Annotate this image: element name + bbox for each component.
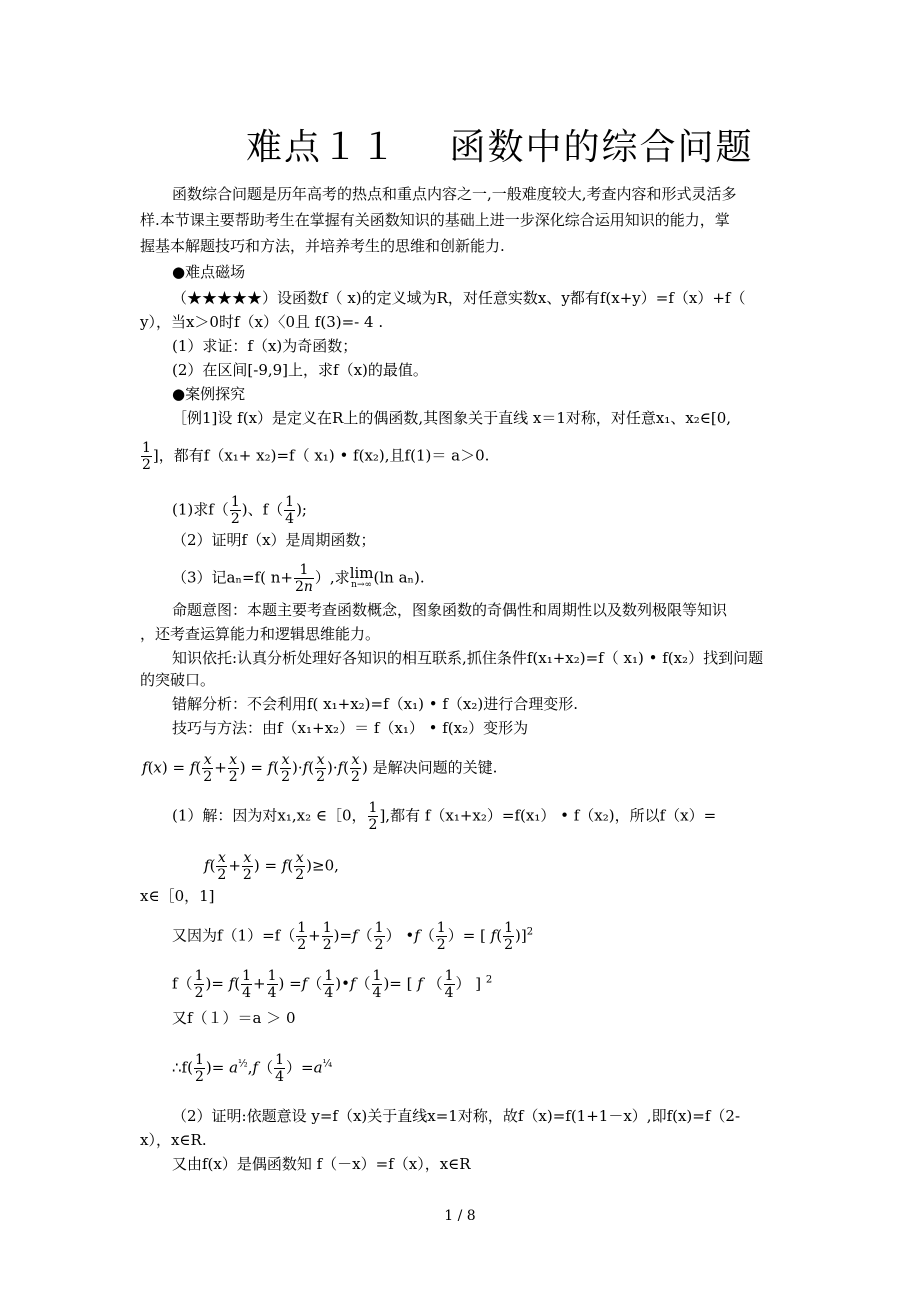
method-line: 技巧与方法：由f（x₁+x₂）＝ f（x₁） • f(x₂）变形为 xyxy=(172,719,529,737)
mistake-analysis: 错解分析：不会利用f( x₁+x₂)=f（x₁) • f（x₂)进行合理变形. xyxy=(172,695,579,713)
page-title: 难点１１ 函数中的综合问题 xyxy=(246,127,754,168)
intent-line-1: 命题意图：本题主要考查函数概念，图象函数的奇偶性和周期性以及数列极限等知识 xyxy=(172,601,728,619)
problem-line-2: y），当x＞0时f（x）〈0且 f(3)=- 4 . xyxy=(140,313,384,331)
solution-therefore: ∴f( $\frac{1}{2}$ )= $a^{\frac{1}{2}},f$（ $\frac{1}{4}$ ）$=a^{\frac{1}{4}}$ xyxy=(172,1052,333,1085)
example-question-1: (1)求f（ $\frac{1}{2}$ )、f（ $\frac{1}{4}$ ); xyxy=(172,494,307,527)
key-formula: f(x) = f( $\frac{x}{2}$ + $\frac{x}{2}$ ) = f( $\frac{x}{2}$ )·f( $\frac{x}{2}$ )·f( $\frac{x}{2}$ ) 是解决问题的关键. xyxy=(142,752,498,785)
example-line-2: $\frac{1}{2}$ ]，都有f（x₁+ x₂)=f（ x₁) • f(x₂),且f(1)＝ a＞0. xyxy=(142,440,490,473)
proof-2-line-1: （2）证明:依题意设 y=f（x)关于直线x=1对称，故f（x)=f(1+1－x）,即f(x)=f（2- xyxy=(172,1107,741,1125)
solution-1-line-1: (1）解：因为对x₁,x₂ ∈［0， $\frac{1}{2}$ ],都有 f（x₁+x₂）=f(x₁） • f（x₂)，所以f（x）= xyxy=(172,800,717,833)
solution-f-half-expansion: f（ $\frac{1}{2}$ )= f( $\frac{1}{4}$ + $\frac{1}{4}$ ) =f（ $\frac{1}{4}$ )•f（ $\frac{1}{4}$ )= [ f （ $\frac{1}{4}$ ） ] $^2$ xyxy=(172,968,493,1001)
section-heading-difficulty: ●难点磁场 xyxy=(172,263,246,281)
problem-question-2: (2）在区间[-9,9]上，求f（x)的最值。 xyxy=(172,361,428,379)
section-heading-examples: ●案例探究 xyxy=(172,385,246,403)
solution-f1-expansion: 又因为f（1）=f（ $\frac{1}{2}$ + $\frac{1}{2}$ )=f（ $\frac{1}{2}$ ） •f（ $\frac{1}{2}$ ）= [ f( $\frac{1}{2}$ )]$^2$ xyxy=(172,920,534,953)
fraction-half: $\frac{1}{2}$ xyxy=(142,440,151,473)
solution-a-positive: 又f（１）＝a ＞ 0 xyxy=(172,1009,296,1027)
intro-line-1: 函数综合问题是历年高考的热点和重点内容之一,一般难度较大,考查内容和形式灵活多 xyxy=(172,185,737,203)
proof-2-line-2: x），x∈R. xyxy=(140,1131,207,1149)
example-question-2: （2）证明f（x）是周期函数； xyxy=(172,531,376,549)
page-number: 1 / 8 xyxy=(444,1208,476,1224)
intent-line-2: ，还考查运算能力和逻辑思维能力。 xyxy=(140,625,381,643)
problem-line-1: （★★★★★）设函数f（ x)的定义域为R，对任意实数x、y都有f(x+y）=f（x）+f（ xyxy=(172,289,746,307)
limit-operator: lim n→∞ xyxy=(349,563,374,590)
example-line-1: ［例1]设 f(x）是定义在R上的偶函数,其图象关于直线 x＝1对称，对任意x₁、x₂∈[0, xyxy=(172,409,732,427)
problem-question-1: (1）求证：f（x)为奇函数； xyxy=(172,337,358,355)
solution-1-domain: x∈［0，1] xyxy=(140,887,215,905)
example-question-3: （3）记aₙ=f( n+ $\frac{1}{2n}$ ）,求 lim n→∞ (ln aₙ). xyxy=(172,562,425,595)
intro-line-2: 样.本节课主要帮助考生在掌握有关函数知识的基础上进一步深化综合运用知识的能力，掌 xyxy=(140,211,730,229)
basis-line-2: 的突破口。 xyxy=(140,671,216,689)
intro-line-3: 握基本解题技巧和方法，并培养考生的思维和创新能力. xyxy=(140,237,505,255)
solution-1-formula: f( $\frac{x}{2}$ + $\frac{x}{2}$ ) = f( $\frac{x}{2}$ )≥0, xyxy=(204,850,339,883)
proof-2-line-3: 又由f(x）是偶函数知 f（－x）=f（x），x∈R xyxy=(172,1155,471,1173)
basis-line-1: 知识依托:认真分析处理好各知识的相互联系,抓住条件f(x₁+x₂)=f（ x₁) • f(x₂）找到问题 xyxy=(172,649,764,667)
